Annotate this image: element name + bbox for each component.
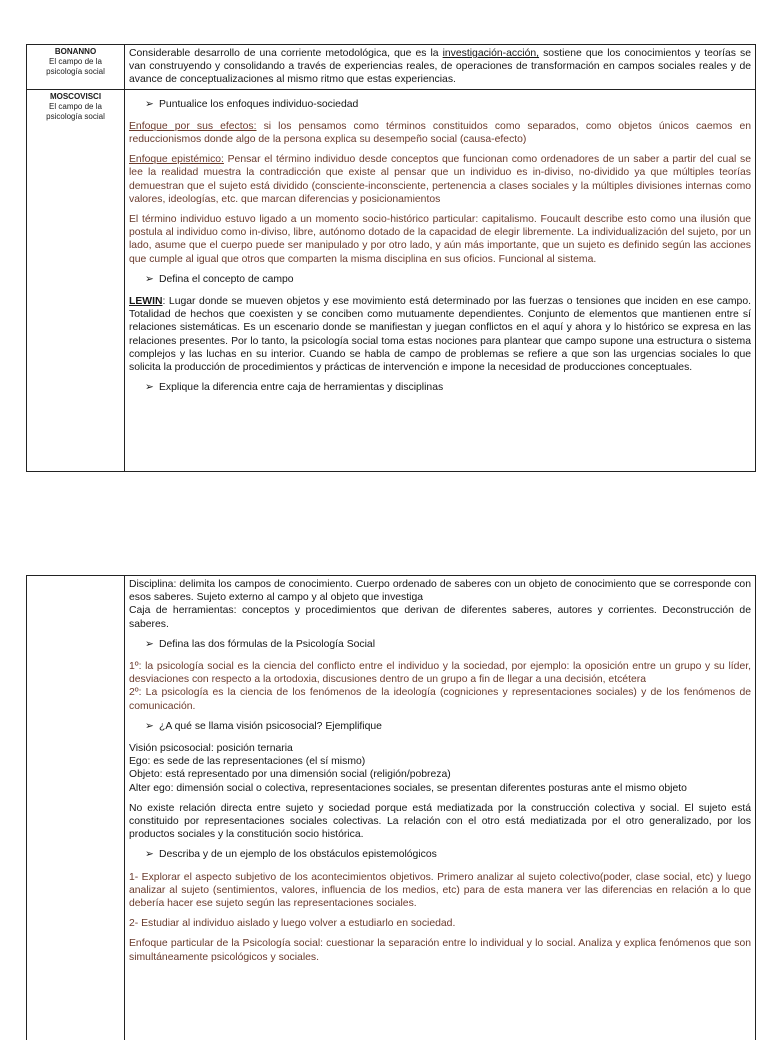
author-subtitle: El campo de la psicología social (46, 102, 105, 121)
author-cell (27, 576, 125, 1040)
paragraph: 1- Explorar el aspecto subjetivo de los acontecimientos objetivos. Primero analizar al sujeto colectivo(poder, clase social, etc) y luego analizar al sujeto (sentimientos, valores, influencia de los medios, etc) para de esta manera ver las diferencias en relación a lo que debería hacer ese sujeto según las representaciones sociales. (129, 871, 751, 911)
author-name: BONANNO (31, 47, 120, 57)
question-heading (129, 638, 751, 651)
table-row (27, 89, 756, 471)
question-text: Defina el concepto de campo (159, 274, 294, 285)
author-subtitle: El campo de la psicología social (46, 57, 105, 76)
paragraph: Disciplina: delimita los campos de conocimiento. Cuerpo ordenado de saberes con un objeto de conocimiento que se corresponde con esos saberes. Sujeto externo al campo y al objeto que investiga (129, 578, 751, 604)
content-cell (125, 576, 756, 1040)
arrow-bullet-icon: ➢ (145, 638, 159, 651)
question-heading (129, 273, 751, 286)
paragraph (129, 120, 751, 146)
arrow-bullet-icon: ➢ (145, 98, 159, 111)
list-item: Ego: es sede de las representaciones (el sí mismo) (129, 755, 751, 768)
paragraph: El término individuo estuvo ligado a un momento socio-histórico particular: capitalismo. Foucault describe esto como una ilusión que postula al individuo como in-diviso, libre, autónomo dotado de la capacidad de elegir libremente. La individualización del sujeto, por un lado, asume que el cuerpo puede ser manipulado y por otro lado, y aún más importante, que un sujeto es definido según las acciones que cumple al igual que otros que comparten la misma disciplina en sus oficios. Funcional al sistema. (129, 213, 751, 266)
paragraph (129, 295, 751, 374)
author-cell (27, 45, 125, 90)
paragraph-text: Considerable desarrollo de una corriente metodológica, que es la (129, 48, 443, 59)
paragraph-text: si los pensamos como términos constituidos como separados, como objetos únicos caemos en reduccionismos donde algo de la persona explica su desempeño social (causa-efecto) (129, 121, 751, 145)
content-cell (125, 45, 756, 90)
question-text: Puntualice los enfoques individuo-sociedad (159, 99, 358, 110)
question-text: Defina las dos fórmulas de la Psicología Social (159, 639, 375, 650)
author-cell (27, 89, 125, 471)
arrow-bullet-icon: ➢ (145, 720, 159, 733)
question-text: ¿A qué se llama visión psicosocial? Ejemplifique (159, 721, 382, 732)
list-item: Objeto: está representado por una dimensión social (religión/pobreza) (129, 768, 751, 781)
question-text: Explique la diferencia entre caja de herramientas y disciplinas (159, 382, 443, 393)
paragraph: 2º: La psicología es la ciencia de los fenómenos de la ideología (cogniciones y representaciones sociales) y de los fenómenos de comunicación. (129, 686, 751, 712)
term-label: Enfoque epistémico: (129, 154, 224, 165)
paragraph: 1º: la psicología social es la ciencia del conflicto entre el individuo y la sociedad, por ejemplo: la oposición entre un grupo y su líder, desviaciones con respecto a la ortodoxia, discusiones dentro de un grupo a fin de llegar a una decisión, etcétera (129, 660, 751, 686)
table-row (27, 45, 756, 90)
list-item: Visión psicosocial: posición ternaria (129, 742, 751, 755)
term-label: Enfoque por sus efectos: (129, 121, 257, 132)
list-item: Alter ego: dimensión social o colectiva, representaciones sociales, se presentan diferentes posturas ante el mismo objeto (129, 782, 751, 795)
table-row (27, 576, 756, 1040)
arrow-bullet-icon: ➢ (145, 848, 159, 861)
paragraph-text: : Lugar donde se mueven objetos y ese movimiento está determinado por las fuerzas o tensiones que inciden en ese campo. Totalidad de hechos que coexisten y se conciben como mutuamente dependientes. Conjunto de elementos que mantienen entre sí relaciones sistemáticas. Es un escenario donde se manifiestan y juegan conflictos en el aquí y ahora y lo histórico se expresa en las relaciones presentes. Por lo tanto, la psicología social toma estas nociones para plantear que campo supone una estructura o sistema complejos y las luchas en su interior. Cuando se habla de campo de problemas se refiere a que son las urgencias sociales lo que solicita la producción de procedimientos y prácticas de intervención e impone la necesidad de producciones conceptuales. (129, 296, 751, 373)
paragraph: Enfoque particular de la Psicología social: cuestionar la separación entre lo individual y lo social. Analiza y explica fenómenos que son simultáneamente psicológicos y sociales. (129, 937, 751, 963)
question-heading (129, 720, 751, 733)
vision-list (129, 742, 751, 795)
arrow-bullet-icon: ➢ (145, 273, 159, 286)
paragraph (129, 153, 751, 206)
question-text: Describa y de un ejemplo de los obstáculos epistemológicos (159, 849, 437, 860)
paragraph-text: sostiene que los conocimientos y teorías se van construyendo y consolidando a través de experiencias reales, de operaciones de transformación en campos sociales reales y de avance de conceptualizaciones al mismo ritmo que estas experiencias. (129, 48, 751, 85)
question-heading (129, 98, 751, 111)
question-heading (129, 381, 751, 394)
author-name: MOSCOVISCI (31, 92, 120, 102)
content-cell (125, 89, 756, 471)
paragraph: 2- Estudiar al individuo aislado y luego volver a estudiarlo en sociedad. (129, 917, 751, 930)
notes-table-2 (26, 575, 756, 1040)
arrow-bullet-icon: ➢ (145, 381, 159, 394)
paragraph: No existe relación directa entre sujeto y sociedad porque está mediatizada por la construcción colectiva y social. El sujeto está constituido por representaciones sociales colectivas. La relación con el otro está mediatizada por el otro generalizado, por los productos sociales y la constitución socio histórica. (129, 802, 751, 842)
term-label: LEWIN (129, 296, 162, 307)
paragraph-text: Pensar el término individuo desde conceptos que funcionan como ordenadores de un saber a partir del cual se lee la realidad muestra la contradicción que existe al pensar que un individuo es in-diviso, no-dividido ya que múltiples teorías demuestran que el sujeto está dividido (consciente-inconsciente, pertenencia a clases sociales y la múltiples divisiones internas como valores, ideologías, etc. que marcan diferencias y posicionamientos (129, 154, 751, 205)
underlined-term: investigación-acción, (443, 48, 539, 59)
question-heading (129, 848, 751, 861)
notes-table-1 (26, 44, 756, 472)
paragraph: Caja de herramientas: conceptos y procedimientos que derivan de diferentes saberes, autores y corrientes. Deconstrucción de saberes. (129, 604, 751, 630)
